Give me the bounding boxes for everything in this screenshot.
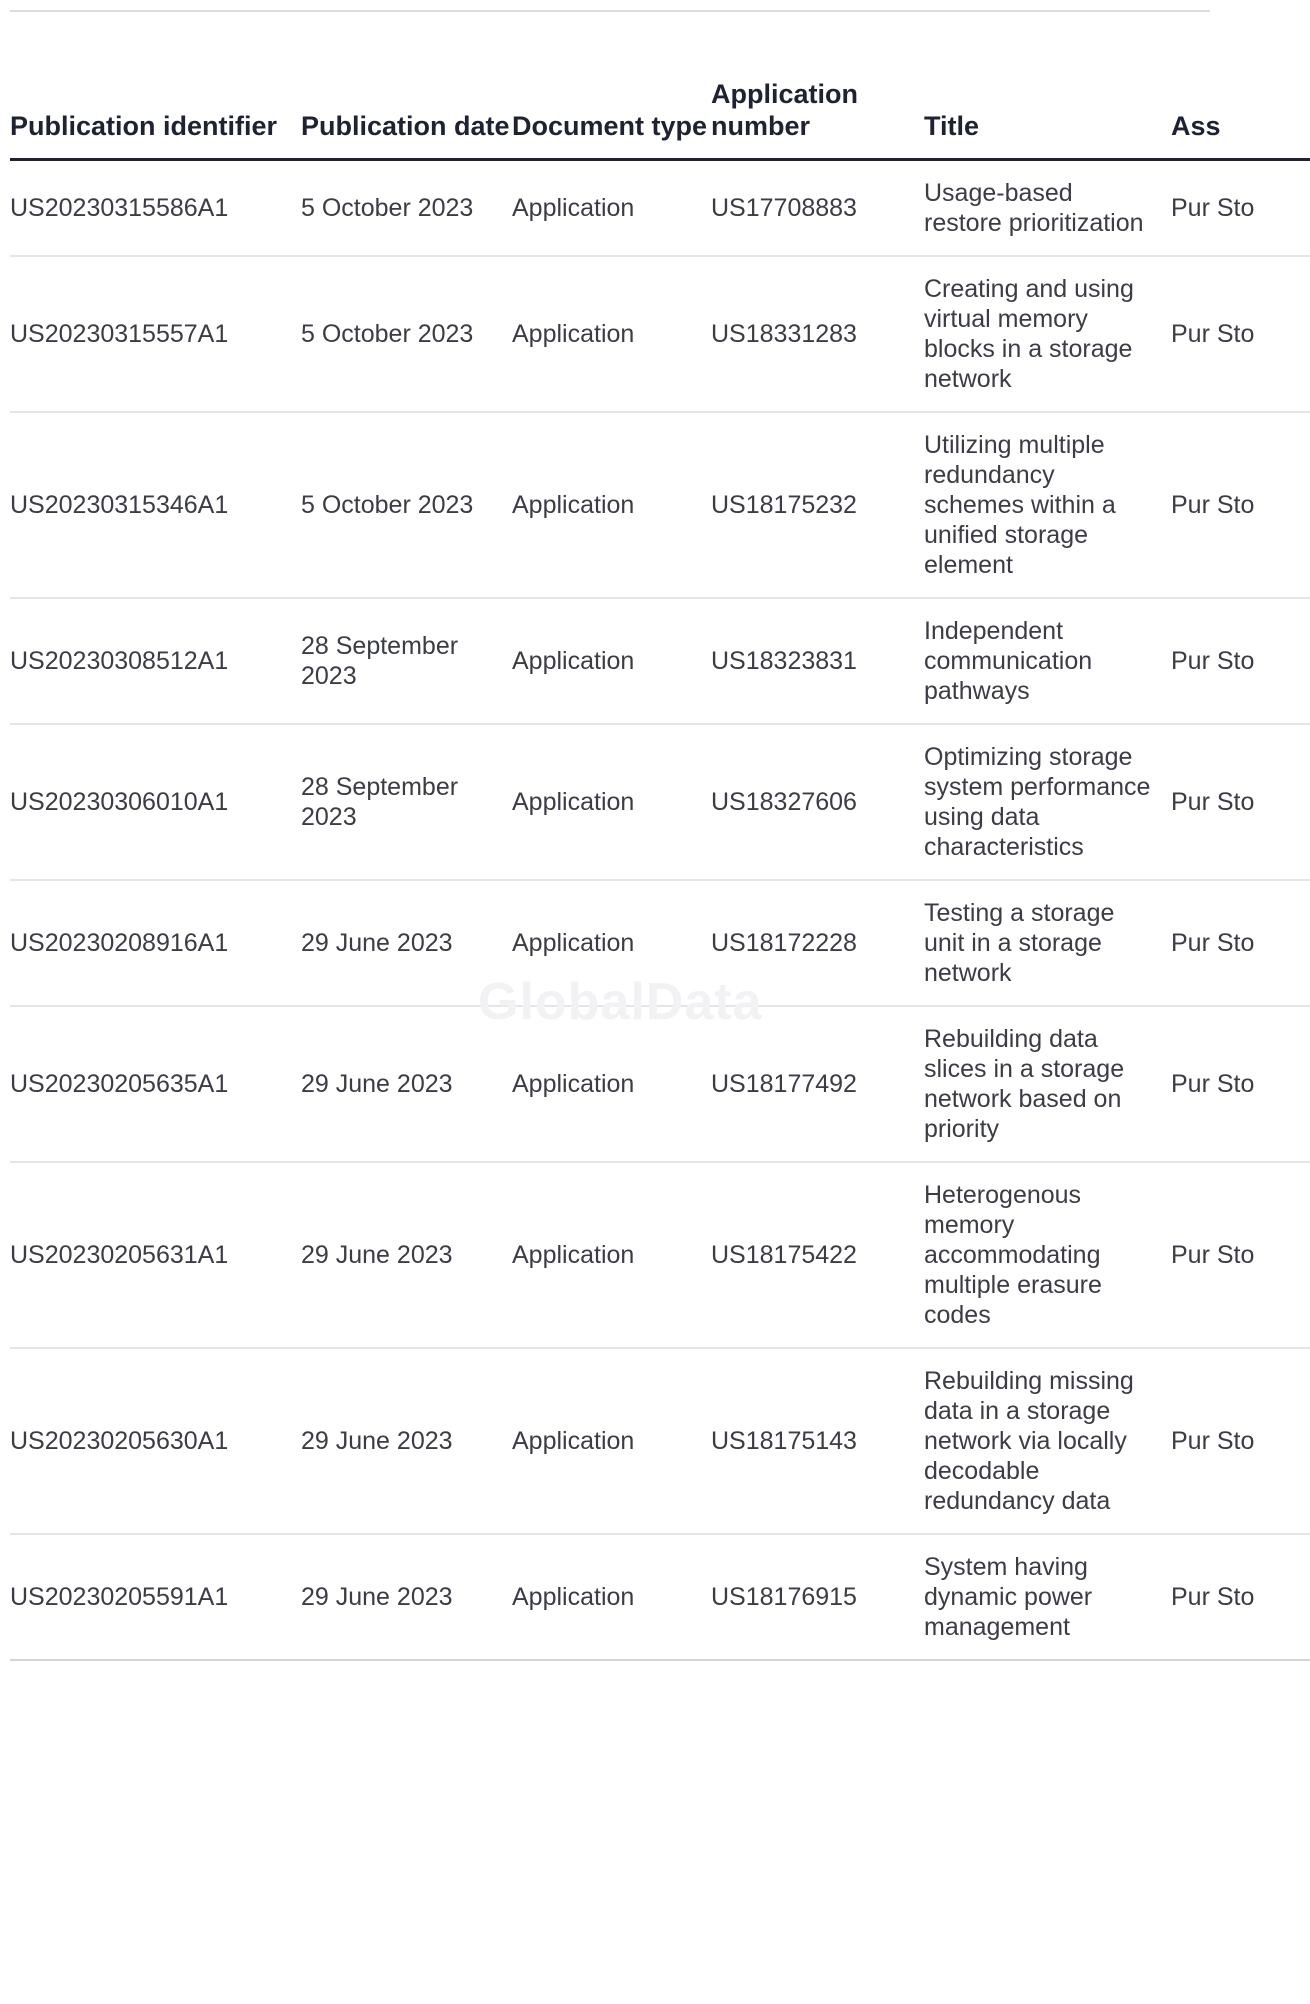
cell-application-number: US18175422	[711, 1162, 924, 1348]
header-application-number[interactable]: Application number	[711, 71, 924, 160]
cell-application-number: US18327606	[711, 724, 924, 880]
cell-title: Rebuilding data slices in a storage network based on priority	[924, 1006, 1171, 1162]
table-row	[10, 598, 1310, 724]
cell-application-number: US17708883	[711, 160, 924, 257]
cell-publication-identifier: US20230205631A1	[10, 1162, 301, 1348]
table-row	[10, 880, 1310, 1006]
cell-publication-date: 29 June 2023	[301, 1534, 512, 1660]
cell-application-number: US18172228	[711, 880, 924, 1006]
cell-publication-identifier: US20230315557A1	[10, 256, 301, 412]
cell-title: Utilizing multiple redundancy schemes within a unified storage element	[924, 412, 1171, 598]
cell-document-type: Application	[512, 160, 711, 257]
header-row	[10, 71, 1310, 160]
header-title[interactable]: Title	[924, 71, 1171, 160]
table-row	[10, 724, 1310, 880]
table-row	[10, 1534, 1310, 1660]
cell-publication-date: 29 June 2023	[301, 1162, 512, 1348]
cell-title: Testing a storage unit in a storage network	[924, 880, 1171, 1006]
patents-table-container[interactable]	[10, 0, 1255, 2004]
cell-document-type: Application	[512, 724, 711, 880]
cell-publication-date: 5 October 2023	[301, 160, 512, 257]
cell-assignee: Pur Sto	[1171, 1348, 1310, 1534]
cell-publication-date: 5 October 2023	[301, 256, 512, 412]
cell-publication-identifier: US20230306010A1	[10, 724, 301, 880]
cell-title: System having dynamic power management	[924, 1534, 1171, 1660]
cell-title: Creating and using virtual memory blocks in a storage network	[924, 256, 1171, 412]
header-publication-identifier[interactable]: Publication identifier	[10, 71, 301, 160]
cell-document-type: Application	[512, 256, 711, 412]
cell-document-type: Application	[512, 598, 711, 724]
cell-publication-identifier: US20230205630A1	[10, 1348, 301, 1534]
cell-title: Usage-based restore prioritization	[924, 160, 1171, 257]
cell-title: Rebuilding missing data in a storage network via locally decodable redundancy data	[924, 1348, 1171, 1534]
cell-application-number: US18176915	[711, 1534, 924, 1660]
table-row	[10, 412, 1310, 598]
cell-application-number: US18323831	[711, 598, 924, 724]
watermark-logo: GlobalData	[478, 973, 763, 1031]
cell-publication-date: 28 September 2023	[301, 598, 512, 724]
table-header	[10, 71, 1310, 160]
cell-application-number: US18175232	[711, 412, 924, 598]
cell-assignee: Pur Sto	[1171, 1534, 1310, 1660]
cell-document-type: Application	[512, 1534, 711, 1660]
cell-application-number: US18175143	[711, 1348, 924, 1534]
cell-publication-date: 29 June 2023	[301, 880, 512, 1006]
table-row	[10, 1162, 1310, 1348]
cell-publication-date: 29 June 2023	[301, 1348, 512, 1534]
cell-assignee: Pur Sto	[1171, 1006, 1310, 1162]
cell-assignee: Pur Sto	[1171, 880, 1310, 1006]
table-row	[10, 1006, 1310, 1162]
cell-publication-identifier: US20230205591A1	[10, 1534, 301, 1660]
header-document-type[interactable]: Document type	[512, 71, 711, 160]
cell-publication-identifier: US20230315346A1	[10, 412, 301, 598]
cell-document-type: Application	[512, 880, 711, 1006]
cell-publication-date: 28 September 2023	[301, 724, 512, 880]
cell-title: Optimizing storage system performance using data characteristics	[924, 724, 1171, 880]
cell-publication-identifier: US20230208916A1	[10, 880, 301, 1006]
header-assignee[interactable]: Ass	[1171, 71, 1310, 160]
header-publication-date[interactable]: Publication date	[301, 71, 512, 160]
cell-application-number: US18331283	[711, 256, 924, 412]
cell-publication-date: 29 June 2023	[301, 1006, 512, 1162]
cell-publication-identifier: US20230315586A1	[10, 160, 301, 257]
table-row	[10, 160, 1310, 257]
cell-title: Heterogenous memory accommodating multiple erasure codes	[924, 1162, 1171, 1348]
cell-publication-identifier: US20230308512A1	[10, 598, 301, 724]
cell-publication-identifier: US20230205635A1	[10, 1006, 301, 1162]
cell-title: Independent communication pathways	[924, 598, 1171, 724]
cell-publication-date: 5 October 2023	[301, 412, 512, 598]
cell-document-type: Application	[512, 1348, 711, 1534]
table-body	[10, 160, 1310, 1661]
table-row	[10, 256, 1310, 412]
cell-document-type: Application	[512, 412, 711, 598]
cell-assignee: Pur Sto	[1171, 598, 1310, 724]
cell-assignee: Pur Sto	[1171, 724, 1310, 880]
cell-document-type: Application	[512, 1006, 711, 1162]
cell-document-type: Application	[512, 1162, 711, 1348]
cell-assignee: Pur Sto	[1171, 1162, 1310, 1348]
patents-table	[10, 71, 1310, 1661]
cell-assignee: Pur Sto	[1171, 412, 1310, 598]
cell-assignee: Pur Sto	[1171, 160, 1310, 257]
cell-assignee: Pur Sto	[1171, 256, 1310, 412]
table-row	[10, 1348, 1310, 1534]
cell-application-number: US18177492	[711, 1006, 924, 1162]
